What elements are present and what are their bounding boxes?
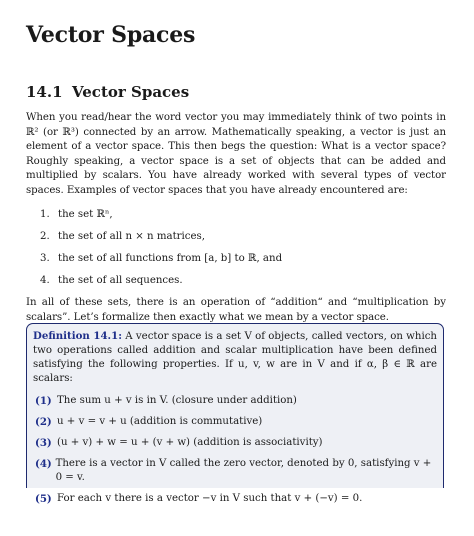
section-heading (26, 83, 446, 101)
definition-box (26, 323, 444, 505)
axiom-item (33, 436, 437, 450)
list-item-number: 1. (40, 209, 50, 220)
axiom-text: u + v = v + u (addition is commutative) (57, 416, 263, 427)
list-item-text: the set of all functions from [a, b] to ℝ, and (58, 253, 283, 264)
list-item-text: the set of all sequences. (58, 275, 183, 286)
list-item-number: 4. (40, 275, 50, 286)
list-item-number: 2. (40, 231, 50, 242)
list-item (26, 230, 446, 244)
axiom-item (33, 415, 437, 429)
definition-header (33, 329, 437, 386)
section-title: Vector Spaces (72, 83, 190, 101)
list-item (26, 252, 446, 266)
axiom-number: (2) (35, 416, 52, 428)
axiom-item (33, 394, 437, 408)
axiom-item (33, 457, 437, 485)
list-item-number: 3. (40, 253, 50, 264)
axiom-number: (1) (35, 395, 52, 407)
definition-text: A vector space is a set V of objects, called vectors, on which two operations called addition and scalar multiplication have been defined satisfying the following properties. If u, v, w are in V and if α, β ∈ ℝ are scalars: (33, 331, 437, 384)
document-page (26, 0, 446, 325)
list-item-text: the set of all n × n matrices, (58, 231, 206, 242)
chapter-title: Vector Spaces (26, 22, 196, 48)
axiom-text: The sum u + v is in V. (closure under addition) (57, 395, 297, 406)
axiom-text: There is a vector in V called the zero vector, denoted by 0, satisfying v + 0 = v. (55, 458, 432, 483)
definition-label: Definition 14.1: (33, 330, 122, 342)
axiom-text: (u + v) + w = u + (v + w) (addition is associativity) (57, 437, 323, 448)
list-item (26, 208, 446, 222)
section-number: 14.1 (26, 83, 63, 101)
intro-paragraph: When you read/hear the word vector you may immediately think of two points in ℝ² (or ℝ³) connected by an arrow. Mathematically speaking, a vector is just an element of a vector space. This then begs the question: What is a vector space? Roughly speaking, a vector space is a set of objects that can be added and multiplied by scalars. You have already worked with several types of vector spaces. Examples of vector spaces that you have already encountered are: (26, 112, 446, 196)
list-item (26, 274, 446, 288)
axiom-number: (3) (35, 437, 52, 449)
formalize-paragraph: In all of these sets, there is an operation of “addition“ and “multiplication by scalars”. Let’s formalize then exactly what we mean by a vector space. (26, 297, 446, 323)
axioms-list (33, 394, 437, 506)
axiom-number: (4) (35, 458, 52, 470)
examples-list (26, 208, 446, 288)
axiom-number: (5) (35, 493, 52, 505)
axiom-item (33, 492, 437, 506)
axiom-text: For each v there is a vector −v in V such that v + (−v) = 0. (57, 493, 363, 504)
list-item-text: the set ℝⁿ, (58, 209, 113, 220)
